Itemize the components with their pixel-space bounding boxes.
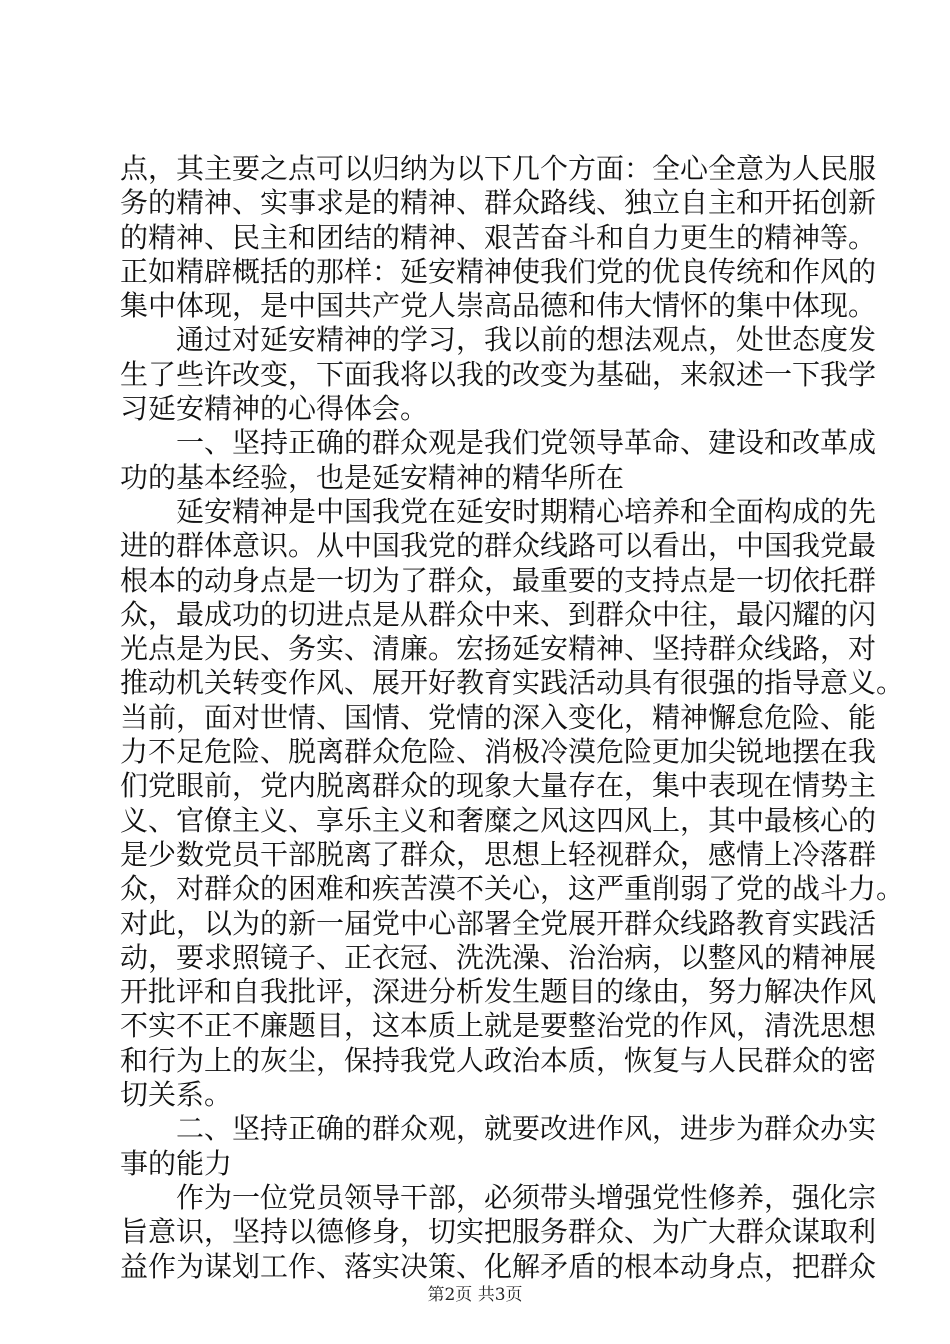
- text-line: 延安精神是中国我党在延安时期精心培养和全面构成的先: [176, 494, 877, 528]
- text-line: 进的群体意识。从中国我党的群众线路可以看出，中国我党最: [120, 529, 877, 563]
- text-line: 切关系。: [120, 1078, 233, 1112]
- text-line: 和行为上的灰尘，保持我党人政治本质，恢复与人民群众的密: [120, 1043, 877, 1077]
- text-line: 生了些许改变，下面我将以我的改变为基础，来叙述一下我学: [120, 357, 877, 391]
- text-line: 不实不正不廉题目，这本质上就是要整治党的作风，清洗思想: [120, 1009, 877, 1043]
- text-line: 习延安精神的心得体会。: [120, 392, 429, 426]
- text-line: 光点是为民、务实、清廉。宏扬延安精神、坚持群众线路，对: [120, 632, 877, 666]
- text-line: 务的精神、实事求是的精神、群众路线、独立自主和开拓创新: [120, 186, 877, 220]
- document-body: [120, 152, 905, 1284]
- text-line: 集中体现，是中国共产党人崇高品德和伟大情怀的集中体现。: [120, 289, 877, 323]
- text-line: 通过对延安精神的学习，我以前的想法观点，处世态度发: [176, 323, 877, 357]
- text-line: 们党眼前，党内脱离群众的现象大量存在，集中表现在情势主: [120, 769, 877, 803]
- text-line: 点，其主要之点可以归纳为以下几个方面：全心全意为人民服: [120, 152, 877, 185]
- text-line: 根本的动身点是一切为了群众，最重要的支持点是一切依托群: [120, 563, 877, 597]
- text-line: 当前，面对世情、国情、党情的深入变化，精神懈怠危险、能: [120, 700, 877, 734]
- text-line: 推动机关转变作风、展开好教育实践活动具有很强的指导意义。: [120, 666, 905, 700]
- text-line: 功的基本经验，也是延安精神的精华所在: [120, 460, 625, 494]
- text-line: 事的能力: [120, 1146, 233, 1180]
- text-line: 动，要求照镜子、正衣冠、洗洗澡、治治病，以整风的精神展: [120, 940, 877, 974]
- text-line: 开批评和自我批评，深进分析发生题目的缘由，努力解决作风: [120, 975, 877, 1009]
- text-line: 一、坚持正确的群众观是我们党领导革命、建设和改革成: [176, 426, 877, 460]
- text-line: 正如精辟概括的那样：延安精神使我们党的优良传统和作风的: [120, 254, 877, 288]
- text-line: 对此，以为的新一届党中心部署全党展开群众线路教育实践活: [120, 906, 877, 940]
- text-line: 益作为谋划工作、落实决策、化解矛盾的根本动身点，把群众: [120, 1249, 877, 1283]
- text-line: 众，对群众的困难和疾苦漠不关心，这严重削弱了党的战斗力。: [120, 872, 905, 906]
- text-line: 旨意识，坚持以德修身，切实把服务群众、为广大群众谋取利: [120, 1215, 877, 1249]
- text-line: 的精神、民主和团结的精神、艰苦奋斗和自力更生的精神等。: [120, 220, 877, 254]
- text-line: 作为一位党员领导干部，必须带头增强党性修养，强化宗: [176, 1180, 877, 1214]
- text-line: 二、坚持正确的群众观，就要改进作风，进步为群众办实: [176, 1112, 877, 1146]
- text-line: 力不足危险、脱离群众危险、消极冷漠危险更加尖锐地摆在我: [120, 735, 877, 769]
- text-line: 众，最成功的切进点是从群众中来、到群众中往，最闪耀的闪: [120, 597, 877, 631]
- text-line: 是少数党员干部脱离了群众，思想上轻视群众，感情上冷落群: [120, 837, 877, 871]
- text-line: 义、官僚主义、享乐主义和奢糜之风这四风上，其中最核心的: [120, 803, 877, 837]
- page-footer: 第2页 共3页: [427, 1285, 523, 1305]
